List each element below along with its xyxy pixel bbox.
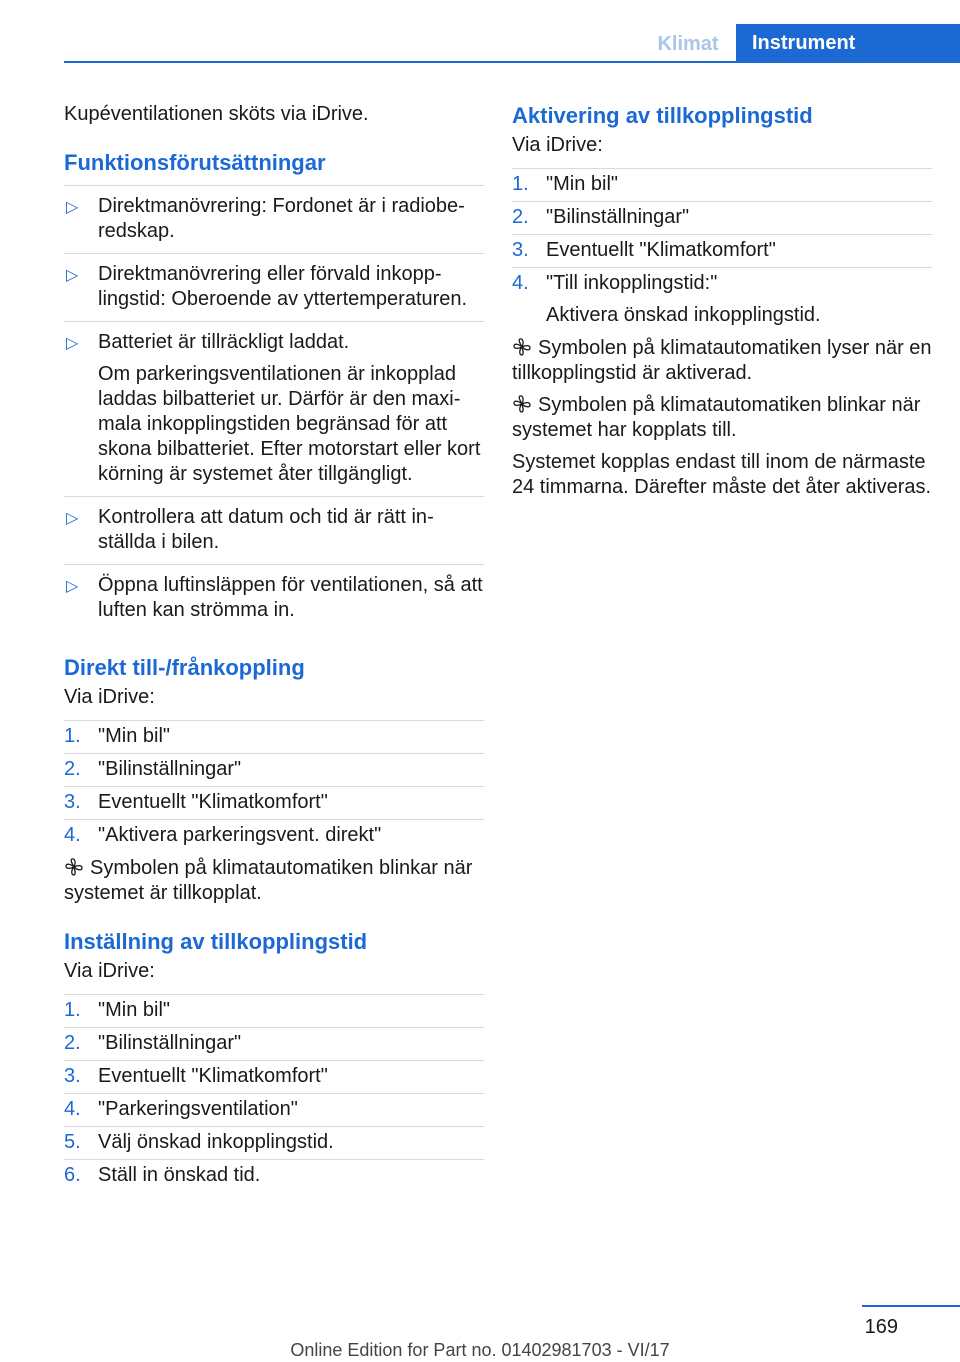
via-idrive-text: Via iDrive: bbox=[512, 134, 603, 156]
left-column bbox=[64, 102, 484, 1196]
via-idrive-text: Via iDrive: bbox=[64, 960, 155, 982]
step-number: 4. bbox=[64, 1098, 81, 1120]
step-number: 6. bbox=[64, 1164, 81, 1186]
list-item: ▷ Öppna luftinsläppen för ventilationen, så att luften kan strömma in. bbox=[64, 564, 484, 632]
icon-note: Symbolen på klimatautomatiken blinkar när systemet har kopplats till. bbox=[512, 394, 921, 441]
direct-steps-list bbox=[64, 720, 484, 852]
header-rule bbox=[64, 61, 960, 63]
heading-aktivering-tillkopplingstid: Aktivering av tillkopplingstid bbox=[512, 103, 813, 128]
list-item-detail: Aktivera önskad inkopplingstid. bbox=[546, 304, 821, 326]
list-item: 6. Ställ in önskad tid. bbox=[64, 1159, 484, 1192]
triangle-right-icon: ▷ bbox=[66, 267, 79, 284]
list-item: 1. "Min bil" bbox=[64, 994, 484, 1027]
via-idrive-text: Via iDrive: bbox=[64, 686, 155, 708]
list-item: 3. Eventuellt "Klimatkomfort" bbox=[64, 786, 484, 819]
icon-note: Symbolen på klimatautomatiken blinkar när systemet är tillkopplat. bbox=[64, 857, 473, 904]
list-item: ▷ Direktmanövrering eller förvald inkopplingstid: Oberoende av yttertemperaturen. bbox=[64, 253, 484, 321]
heading-direkt-tillkoppling: Direkt till-/frånkoppling bbox=[64, 655, 305, 680]
list-item-detail: Om parkeringsventilationen är inkopplad laddas bilbatteriet ur. Därför är den maximala inkopplingstiden begränsad för att skona bilbatteriet. Efter motorstart eller kort körning är systemet åter tillgängligt. bbox=[98, 363, 481, 485]
list-item: 1. "Min bil" bbox=[64, 720, 484, 753]
step-number: 3. bbox=[64, 791, 81, 813]
step-number: 1. bbox=[64, 725, 81, 747]
step-number: 2. bbox=[512, 206, 529, 228]
fan-icon bbox=[512, 395, 532, 413]
fan-icon bbox=[64, 858, 84, 876]
closing-text: Systemet kopplas endast till inom de närmaste 24 timmarna. Därefter måste det åter aktiveras. bbox=[512, 451, 932, 498]
triangle-right-icon: ▷ bbox=[66, 578, 79, 595]
step-number: 4. bbox=[512, 272, 529, 294]
fan-icon bbox=[512, 338, 532, 356]
prerequisites-list bbox=[64, 185, 484, 632]
heading-funktionsforutsattningar: Funktionsförutsättningar bbox=[64, 150, 326, 175]
step-number: 1. bbox=[64, 999, 81, 1021]
icon-note: Symbolen på klimatautomatiken lyser när en tillkopplingstid är aktiverad. bbox=[512, 337, 932, 384]
page-number: 169 bbox=[864, 1316, 898, 1338]
intro-text: Kupéventilationen sköts via iDrive. bbox=[64, 103, 369, 125]
triangle-right-icon: ▷ bbox=[66, 335, 79, 352]
triangle-right-icon: ▷ bbox=[66, 510, 79, 527]
list-item: 4. "Aktivera parkeringsvent. direkt" bbox=[64, 819, 484, 852]
triangle-right-icon: ▷ bbox=[66, 199, 79, 216]
step-number: 2. bbox=[64, 1032, 81, 1054]
footer-edition: Online Edition for Part no. 01402981703 - VI/17 bbox=[290, 1340, 670, 1360]
list-item: 1. "Min bil" bbox=[512, 168, 932, 201]
setting-steps-list bbox=[64, 994, 484, 1192]
right-column bbox=[512, 102, 932, 507]
tab-instrument[interactable]: Instrument bbox=[736, 24, 960, 62]
list-item: 2. "Bilinställningar" bbox=[64, 753, 484, 786]
list-item: 4. "Parkeringsventilation" bbox=[64, 1093, 484, 1126]
step-number: 2. bbox=[64, 758, 81, 780]
list-item: 4. "Till inkopplingstid:" Aktivera önskad inkopplingstid. bbox=[512, 267, 932, 332]
list-item: 2. "Bilinställningar" bbox=[512, 201, 932, 234]
step-number: 1. bbox=[512, 173, 529, 195]
activation-steps-list bbox=[512, 168, 932, 332]
heading-installning-tillkopplingstid: Inställning av tillkopplingstid bbox=[64, 929, 368, 954]
list-item: ▷ Kontrollera att datum och tid är rätt inställda i bilen. bbox=[64, 496, 484, 564]
list-item: 5. Välj önskad inkopplingstid. bbox=[64, 1126, 484, 1159]
step-number: 3. bbox=[64, 1065, 81, 1087]
step-number: 3. bbox=[512, 239, 529, 261]
step-number: 4. bbox=[64, 824, 81, 846]
list-item: 2. "Bilinställningar" bbox=[64, 1027, 484, 1060]
tab-klimat[interactable]: Klimat bbox=[657, 32, 719, 55]
step-number: 5. bbox=[64, 1131, 81, 1153]
list-item: ▷ Direktmanövrering: Fordonet är i radioberedskap. bbox=[64, 185, 484, 253]
footer-rule bbox=[862, 1305, 960, 1307]
list-item: ▷ Batteriet är tillräckligt laddat. Om parkeringsventilationen är inkopplad laddas bilbatteriet ur. Därför är den maximala inkopplingstiden begränsad för att skona bilbatteriet. Efter motorstart eller kort körning är systemet åter tillgängligt. bbox=[64, 321, 484, 496]
list-item: 3. Eventuellt "Klimatkomfort" bbox=[512, 234, 932, 267]
list-item: 3. Eventuellt "Klimatkomfort" bbox=[64, 1060, 484, 1093]
